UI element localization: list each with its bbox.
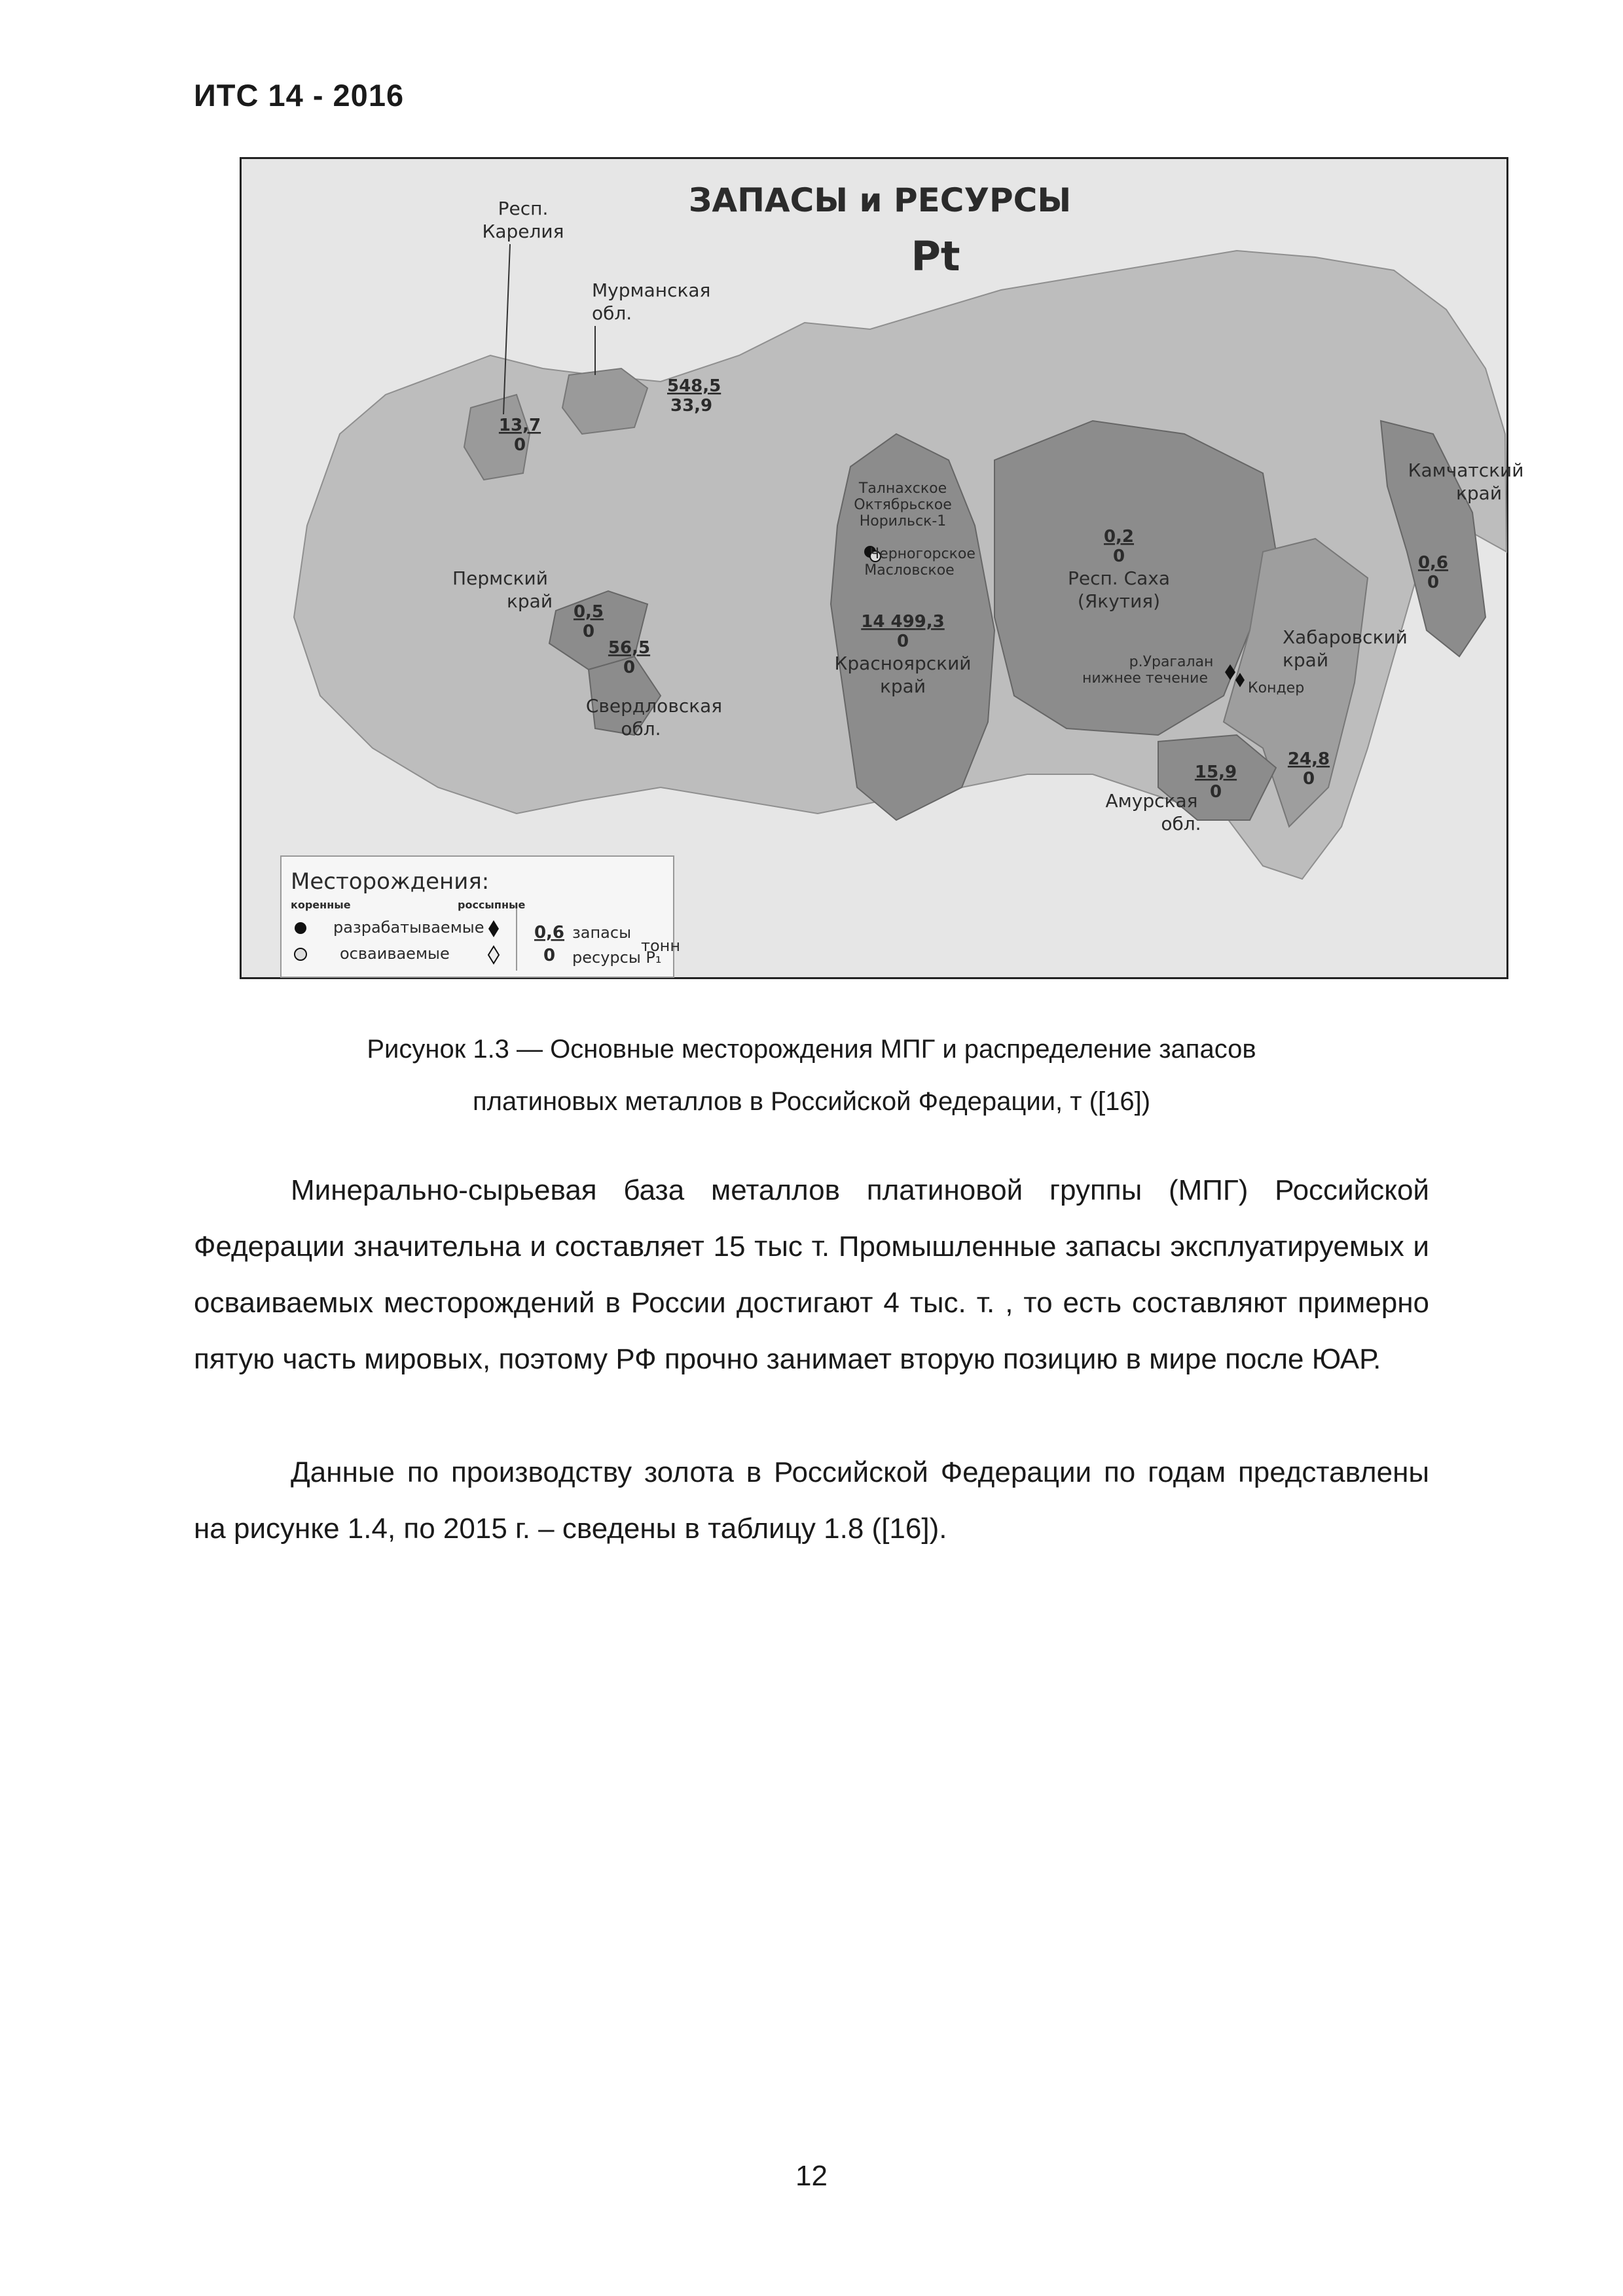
murmansk-reserves: 548,5: [667, 376, 721, 396]
legend-row-developing: осваиваемые: [340, 944, 450, 963]
perm-reserves: 0,5: [573, 602, 604, 622]
yakutia-label-2: (Якутия): [1077, 590, 1161, 612]
map-title-element: Pt: [911, 232, 960, 280]
sverdlovsk-resources: 0: [623, 658, 636, 677]
deposit-uorgalan-1: р.Урагалан: [1129, 654, 1214, 670]
legend-col-bedrock: коренные: [291, 899, 351, 911]
murmansk-label-2: обл.: [592, 302, 632, 324]
amur-reserves: 15,9: [1194, 762, 1237, 782]
amur-label-2: обл.: [1161, 813, 1201, 834]
perm-label-2: край: [506, 590, 553, 612]
krasnoyarsk-reserves: 14 499,3: [861, 612, 945, 632]
krasnoyarsk-label-1: Красноярский: [834, 653, 972, 674]
map-legend: [281, 856, 680, 977]
legend-title: Месторождения:: [291, 869, 490, 895]
legend-col-placer: россыпные: [458, 899, 526, 911]
sverdlovsk-label-1: Свердловская: [585, 695, 723, 717]
krasnoyarsk-label-2: край: [879, 675, 926, 697]
karelia-reserves: 13,7: [498, 416, 541, 435]
figure-caption-line-1: Рисунок 1.3 — Основные месторождения МПГ и распределение запасов: [367, 1035, 1256, 1064]
krasnoyarsk-resources: 0: [896, 632, 909, 651]
legend-resources-label: ресурсы P₁: [572, 948, 662, 967]
deposit-kondyor: Кондер: [1248, 680, 1305, 696]
deposit-oktyabrskoe: Октябрьское: [854, 497, 952, 513]
murmansk-resources: 33,9: [670, 396, 713, 416]
perm-resources: 0: [582, 622, 595, 641]
amur-resources: 0: [1209, 782, 1222, 802]
legend-sample-resources: 0: [543, 946, 556, 965]
amur-label-1: Амурская: [1105, 790, 1198, 812]
sverdlovsk-label-2: обл.: [621, 718, 661, 740]
murmansk-label-1: Мурманская: [592, 279, 711, 301]
khabarovsk-label-2: край: [1283, 649, 1329, 671]
perm-label-1: Пермский: [452, 567, 548, 589]
sverdlovsk-reserves: 56,5: [608, 638, 651, 658]
khabarovsk-label-1: Хабаровский: [1283, 626, 1408, 648]
legend-sample-reserves: 0,6: [534, 923, 565, 942]
map-title: ЗАПАСЫ и РЕСУРСЫ: [688, 181, 1072, 219]
platinum-reserves-map: [240, 157, 1524, 979]
khabarovsk-reserves: 24,8: [1287, 749, 1330, 769]
kamchatka-label-1: Камчатский: [1408, 459, 1524, 481]
body-paragraph-2: Данные по производству золота в Российской Федерации по годам представлены на рисунке 1.4, по 2015 г. – сведены в таблицу 1.8 ([16]).: [194, 1456, 1429, 1545]
murmansk-region: [562, 368, 647, 434]
legend-developing-bedrock-icon: [295, 948, 306, 960]
karelia-label-1: Респ.: [498, 198, 549, 219]
deposit-chernogorskoe: Черногорское: [869, 546, 976, 562]
deposit-norilsk-1: Норильск-1: [859, 513, 947, 529]
legend-reserves-label: запасы: [572, 924, 632, 942]
deposit-maslovskoe: Масловское: [864, 562, 955, 579]
body-paragraph-1: Минерально-сырьевая база металлов платиновой группы (МПГ) Российской Федерации значительна и составляет 15 тыс т. Промышленные запасы эксплуатируемых и осваиваемых месторождений в России достигают 4 тыс. т. , то есть составляют примерно пятую часть мировых, поэтому РФ прочно занимает вторую позицию в мире после ЮАР.: [194, 1174, 1429, 1375]
karelia-resources: 0: [513, 435, 526, 455]
yakutia-resources: 0: [1112, 547, 1125, 566]
deposit-uorgalan-2: нижнее течение: [1082, 670, 1209, 687]
page-number: 12: [795, 2160, 828, 2192]
deposit-talnakh: Талнахское: [858, 480, 947, 497]
kamchatka-reserves: 0,6: [1417, 553, 1449, 573]
kamchatka-label-2: край: [1455, 482, 1503, 504]
figure-caption-line-2: платиновых металлов в Российской Федерации, т ([16]): [472, 1087, 1151, 1116]
legend-row-developed: разрабатываемые: [333, 918, 484, 937]
karelia-label-2: Карелия: [482, 221, 564, 242]
legend-unit: тонн: [641, 937, 681, 955]
khabarovsk-resources: 0: [1302, 769, 1315, 789]
yakutia-reserves: 0,2: [1103, 527, 1135, 547]
document-code-header: ИТС 14 - 2016: [194, 78, 405, 113]
legend-developed-bedrock-icon: [295, 922, 306, 934]
kamchatka-resources: 0: [1427, 573, 1440, 592]
yakutia-label-1: Респ. Саха: [1067, 567, 1171, 589]
